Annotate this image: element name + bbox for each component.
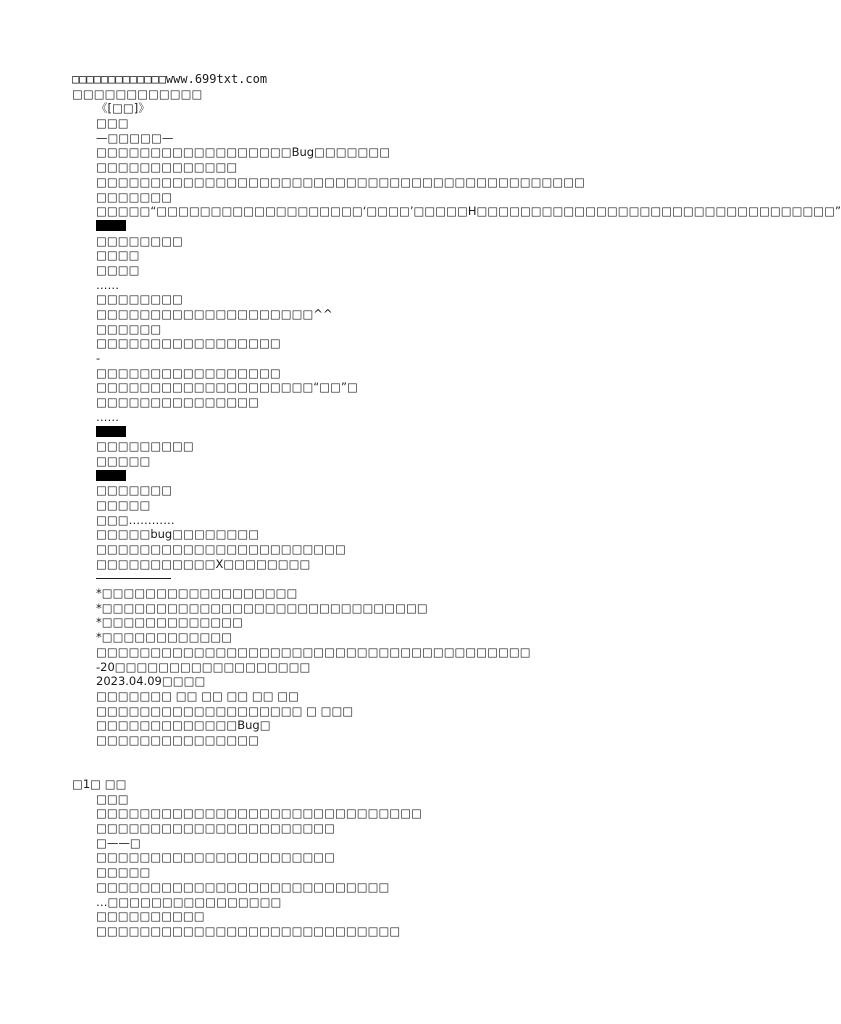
text-line: □□□□□□□□ [96,233,183,248]
text-line: □□□□□□□□□□□□□□□ [96,732,259,747]
note-line: *□□□□□□□□□□□□□□□□□□□□□□□□□□□□□□ [96,600,428,615]
text-line: □□□□□ [96,453,151,468]
text-line: □□□□ [96,248,140,263]
chapter-text-line: □□□□□□□□□□□□□□□□□□□□□□□□□□□□□□ [96,806,422,821]
redaction-bar-line [72,469,732,484]
horizontal-rule [96,578,171,579]
text-line: □□□□□□□ [96,189,173,204]
text-line: □□□□□□□□□□□□□□□□□□□□□□□□□□□□□□□□□□□□□□□□ [96,644,531,659]
text-line: □□□□□□□□□□□□□□□ [96,395,259,410]
text-line: □□□□□□□ [96,483,173,498]
novel-text-page [72,72,841,939]
chapter-text-line: □□□□□□□□□□□□□□□□□□□□□□ [96,821,336,836]
text-line: □□□□□□□□□□□□□Bug□ [96,718,271,733]
text-line: □□□□□□□□□□□□□□□□□ [96,336,281,351]
redaction-bar-line [72,219,732,234]
text-line: □□□□□□□□□ [96,439,194,454]
site-header-line: □□□□□□□□□□□□□www.699txt.com [72,72,268,86]
chapter-text-line: □□□□□□□□□□ [96,909,205,924]
redaction-bar [96,220,126,231]
text-line: □□□□□□ [96,321,162,336]
text-line: □□□□□□□□□□□□□□□□□□□ □ □□□ [96,703,354,718]
text-line: …… [96,277,119,292]
text-line: …… [96,409,119,424]
chapter-text-line: □——□ [96,835,141,850]
note-line: *□□□□□□□□□□□□□ [96,615,244,630]
date-line: 2023.04.09□□□□ [96,674,206,689]
text-line: □□□□□□□□ [96,292,183,307]
text-line: □□□□□□□□□□□□□□□□□□□□^^ [96,307,333,321]
horizontal-rule-line [72,571,732,586]
chapter-text-line: □□□ [96,791,129,806]
chapter-text-line: □□□□□□□□□□□□□□□□□□□□□□□□□□□ [96,879,390,894]
text-line: □□□□□□□□□□□X□□□□□□□□ [96,556,311,571]
chapter-text-line: □□□□□□□□□□□□□□□□□□□□□□□□□□□□ [96,923,401,938]
chapter-text-line: □□□□□□□□□□□□□□□□□□□□□□ [96,850,336,865]
chapter-heading: □1□ □□ [72,777,127,792]
chapter-text-line: □□□□□ [96,865,151,880]
text-line: □□□□□ [96,497,151,512]
redaction-bar-line [72,425,732,440]
text-line: □□□□□□□□□□□□□□□□□□□□□□□ [96,542,346,556]
text-line: □□□□□□□□□□□□□□□□□□□□□□□□□□□□□□□□□□□□□□□□□□□□□ [96,174,585,189]
note-line: *□□□□□□□□□□□□□□□□□□ [96,586,298,601]
text-line: □□□………… [96,512,175,527]
redaction-bar [96,470,126,481]
text-line: - [96,351,101,366]
text-line: □□□□□bug□□□□□□□□ [96,527,260,542]
text-line: □□□ [96,116,129,131]
text-line: □□□□□□□□□□□□□□□□□□□□“□□”□ [96,380,358,395]
note-line: *□□□□□□□□□□□□ [96,630,233,645]
text-line: -20□□□□□□□□□□□□□□□□□□ [96,659,311,674]
text-line: □□□□□“□□□□□□□□□□□□□□□□□□□‘□□□□’□□□□□H□□□□□□□□□□□□□□□□□□□□□□□□□□□□□□□□□” [96,204,841,219]
text-line: □□□□□□□□□□□□□□□□□□Bug□□□□□□□ [96,145,391,160]
redaction-bar [96,426,126,437]
section-spacer [72,748,732,777]
text-line: □□□□□□□□□□□□□□□□□ [96,365,281,380]
text-line: □□□□□□□□□□□□□ [96,160,238,175]
text-line: □□□□□□□ □□ □□ □□ □□ □□ [96,688,299,703]
chapter-text-line: …□□□□□□□□□□□□□□□□ [96,894,282,909]
site-subheader-line: □□□□□□□□□□□□ [72,86,203,101]
book-title-line: 《[□□]》 [96,101,150,116]
text-line: —□□□□□— [96,130,174,145]
text-line: □□□□ [96,262,140,277]
